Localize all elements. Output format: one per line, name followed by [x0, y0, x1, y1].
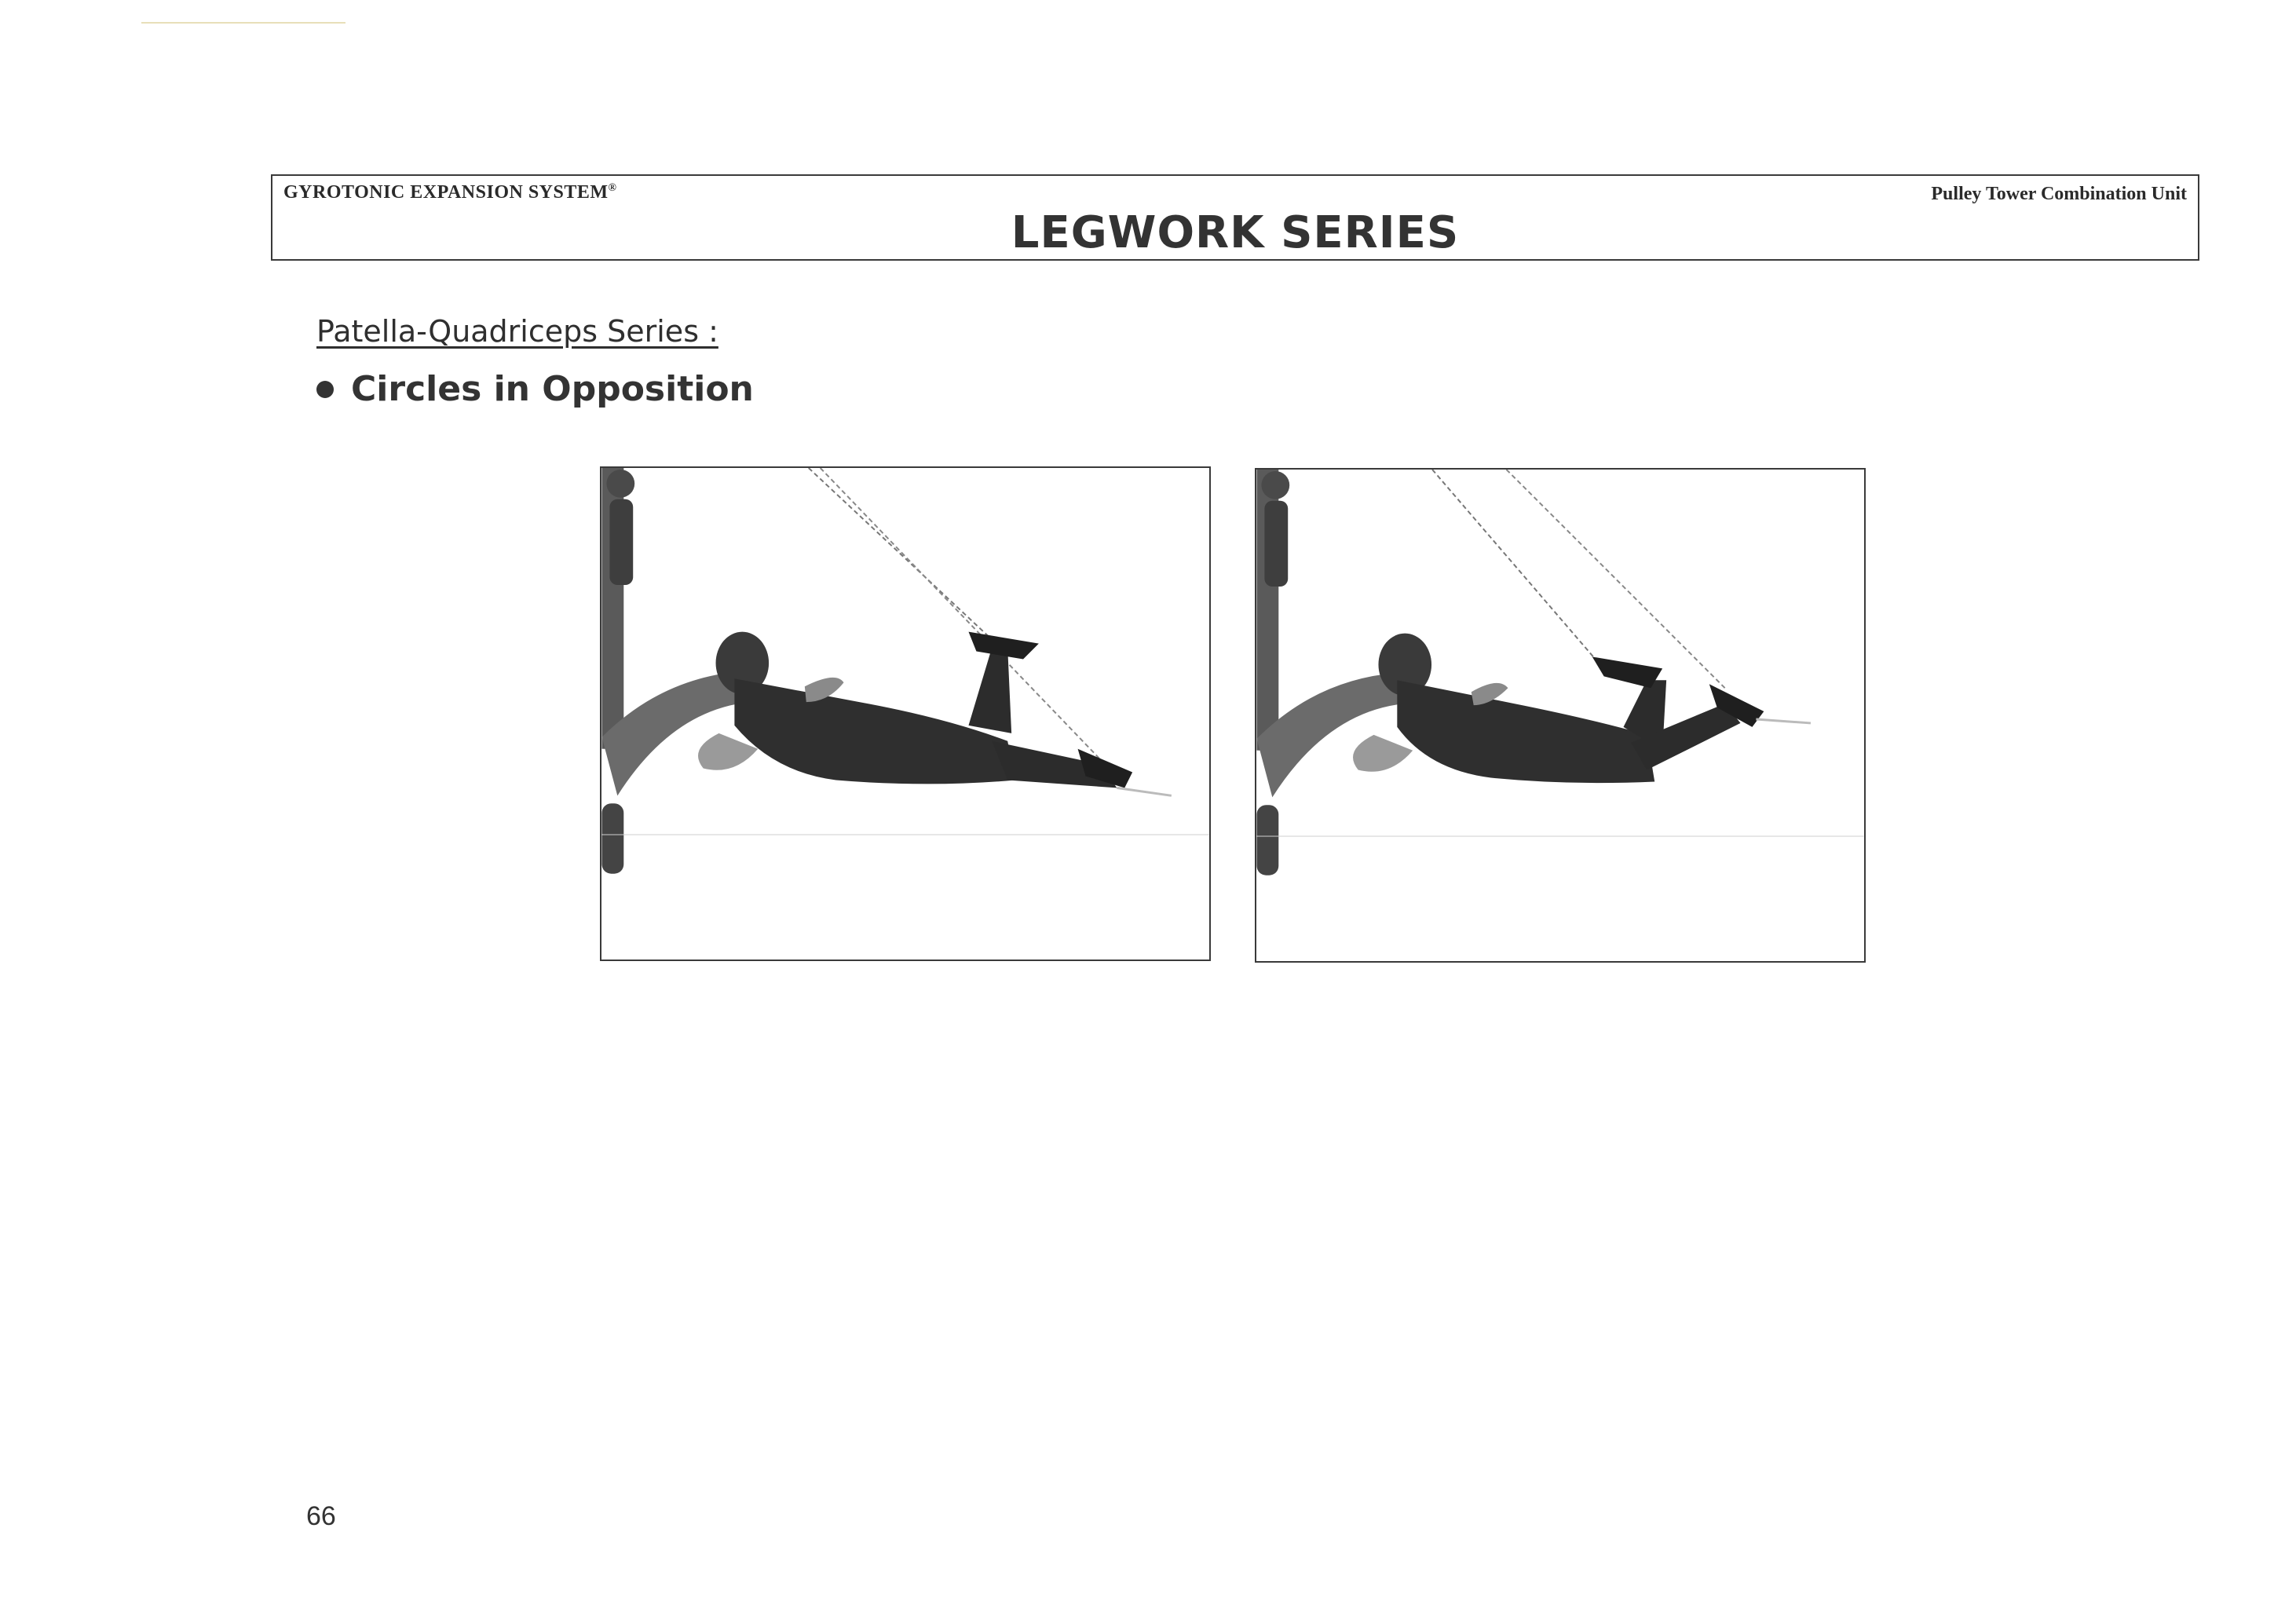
scan-artifact-line: [141, 22, 345, 24]
exercise-photo-2: [1255, 468, 1866, 963]
unit-label: Pulley Tower Combination Unit: [1931, 184, 2187, 204]
page-title: LEGWORK SERIES: [1011, 207, 1460, 258]
exercise-photo-1: [600, 466, 1211, 961]
registered-mark: ®: [608, 182, 617, 194]
exercise-bullet: [316, 369, 754, 409]
exercise-title: Circles in Opposition: [351, 369, 754, 409]
brand-label: GYROTONIC EXPANSION SYSTEM®: [283, 182, 617, 203]
series-subheading: Patella-Quadriceps Series :: [316, 314, 718, 349]
page-header: [271, 174, 2199, 261]
photo-illustration-1: [601, 468, 1209, 960]
photo-illustration-2: [1256, 470, 1864, 961]
page-number: 66: [306, 1501, 336, 1531]
bullet-icon: [316, 381, 334, 398]
